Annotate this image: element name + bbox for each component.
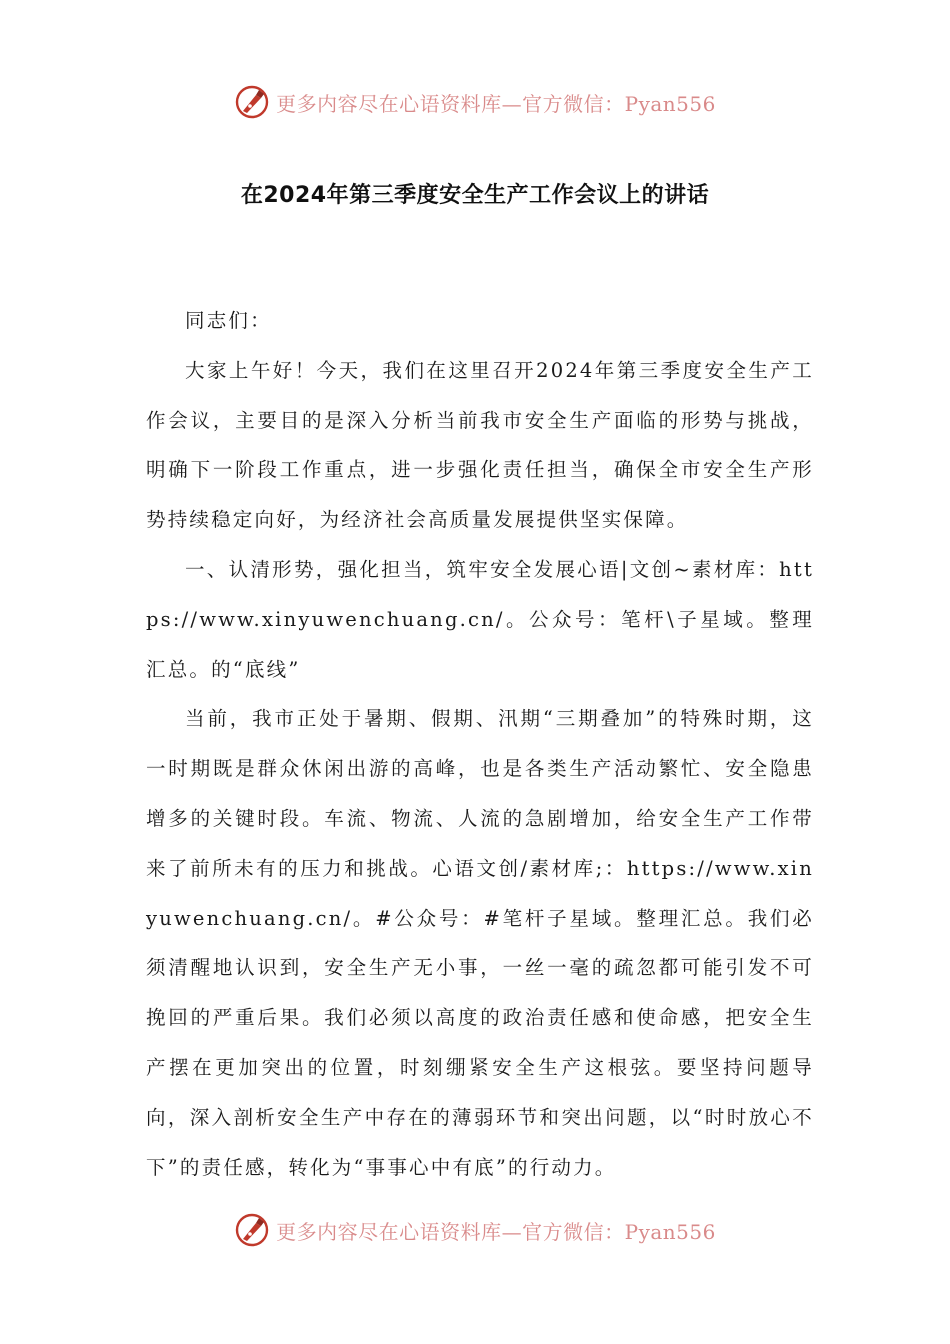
pen-nib-logo-icon	[234, 84, 270, 120]
header-watermark-banner	[0, 80, 950, 124]
salutation-paragraph: 同志们：	[185, 309, 272, 332]
body-paragraph: 大家上午好！今天，我们在这里召开2024年第三季度安全生产工作会议，主要目的是深入分析当前我市安全生产面临的形势与挑战，明确下一阶段工作重点，进一步强化责任担当，确保全市安全生产形势持续稳定向好，为经济社会高质量发展提供坚实保障。	[146, 358, 814, 532]
pen-nib-logo-icon	[234, 1212, 270, 1248]
watermark-text: 更多内容尽在心语资料库—官方微信：Pyan556	[276, 1219, 716, 1244]
document-title: 在2024年第三季度安全生产工作会议上的讲话	[240, 183, 710, 208]
body-paragraph: 当前，我市正处于暑期、假期、汛期“三期叠加”的特殊时期，这一时期既是群众休闲出游的高峰，也是各类生产活动繁忙、安全隐患增多的关键时段。车流、物流、人流的急剧增加，给安全生产工作带来了前所未有的压力和挑战。心语文创/素材库;：https://www.xinyuwenchuang.cn/。#公众号：#笔杆子星域。整理汇总。我们必须清醒地认识到，安全生产无小事，一丝一毫的疏忽都可能引发不可挽回的严重后果。我们必须以高度的政治责任感和使命感，把安全生产摆在更加突出的位置，时刻绷紧安全生产这根弦。要坚持问题导向，深入剖析安全生产中存在的薄弱环节和突出问题，以“时时放心不下”的责任感，转化为“事事心中有底”的行动力。	[146, 707, 814, 1179]
footer-watermark-banner	[0, 1208, 950, 1252]
document-body	[146, 296, 814, 1192]
watermark-text: 更多内容尽在心语资料库—官方微信：Pyan556	[276, 91, 716, 116]
section-heading-paragraph: 一、认清形势，强化担当，筑牢安全发展心语|文创~素材库：https://www.xinyuwenchuang.cn/。公众号：笔杆\子星域。整理汇总。的“底线”	[146, 557, 814, 681]
